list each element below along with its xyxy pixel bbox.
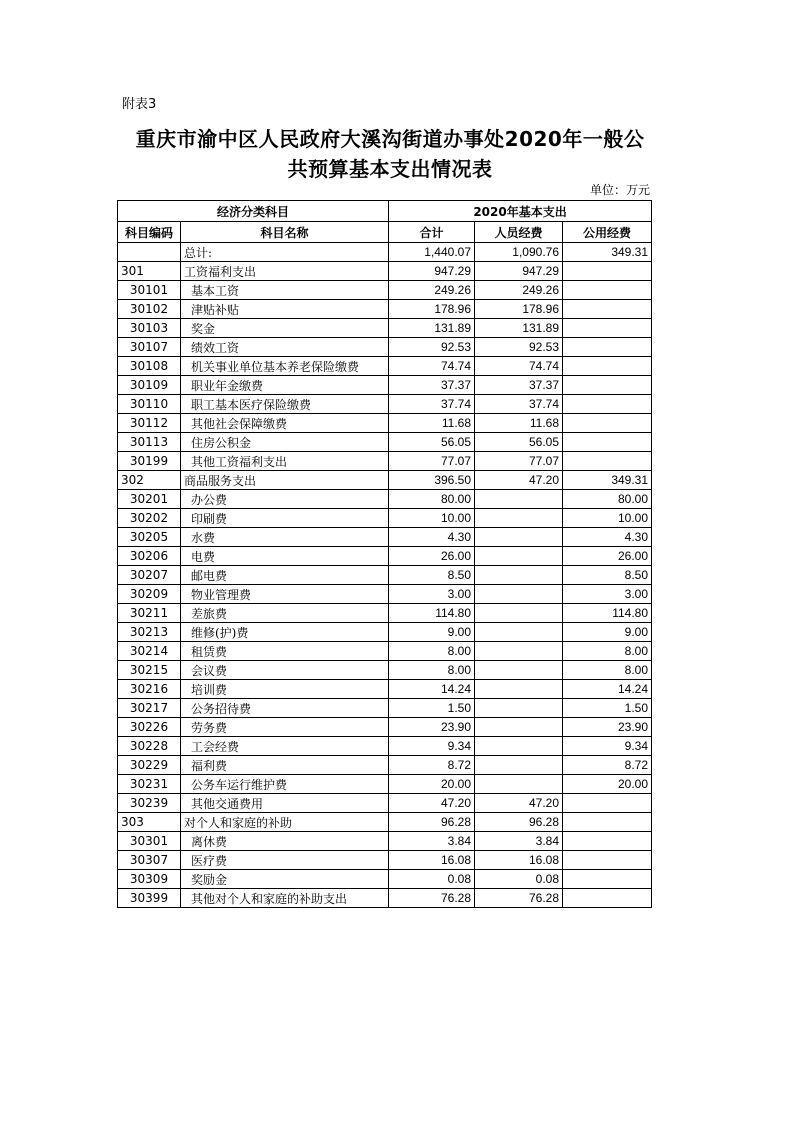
- row-name: 职业年金缴费: [181, 376, 389, 395]
- row-public: 23.90: [563, 718, 652, 737]
- annex-label: 附表3: [122, 97, 157, 112]
- row-public: 10.00: [563, 509, 652, 528]
- row-total: 3.84: [389, 832, 475, 851]
- row-personnel: [475, 547, 563, 566]
- row-name: 住房公积金: [181, 433, 389, 452]
- row-name: 商品服务支出: [181, 471, 389, 490]
- row-total: 23.90: [389, 718, 475, 737]
- row-total: 47.20: [389, 794, 475, 813]
- row-public: [563, 414, 652, 433]
- row-public: [563, 794, 652, 813]
- row-total: 3.00: [389, 585, 475, 604]
- header-public: 公用经费: [563, 222, 652, 243]
- row-total: 1,440.07: [389, 243, 475, 262]
- row-public: 8.50: [563, 566, 652, 585]
- row-code: 301: [118, 262, 181, 281]
- row-name: 租赁费: [181, 642, 389, 661]
- row-personnel: 56.05: [475, 433, 563, 452]
- row-total: 37.37: [389, 376, 475, 395]
- row-total: 92.53: [389, 338, 475, 357]
- row-name: 总计:: [181, 243, 389, 262]
- row-personnel: [475, 661, 563, 680]
- row-code: 30201: [118, 490, 181, 509]
- row-personnel: [475, 775, 563, 794]
- row-public: 14.24: [563, 680, 652, 699]
- header-row-group: [118, 201, 652, 222]
- row-total: 77.07: [389, 452, 475, 471]
- row-total: 11.68: [389, 414, 475, 433]
- row-public: [563, 262, 652, 281]
- row-name: 劳务费: [181, 718, 389, 737]
- table-row: [118, 395, 652, 414]
- row-name: 其他工资福利支出: [181, 452, 389, 471]
- row-code: 30109: [118, 376, 181, 395]
- row-name: 公务车运行维护费: [181, 775, 389, 794]
- table-row: [118, 661, 652, 680]
- row-code: 30229: [118, 756, 181, 775]
- row-public: 1.50: [563, 699, 652, 718]
- row-public: 4.30: [563, 528, 652, 547]
- row-personnel: 92.53: [475, 338, 563, 357]
- row-personnel: [475, 604, 563, 623]
- table-row: [118, 680, 652, 699]
- row-name: 办公费: [181, 490, 389, 509]
- row-name: 基本工资: [181, 281, 389, 300]
- row-personnel: [475, 756, 563, 775]
- row-personnel: 47.20: [475, 794, 563, 813]
- row-total: 4.30: [389, 528, 475, 547]
- row-total: 14.24: [389, 680, 475, 699]
- row-name: 机关事业单位基本养老保险缴费: [181, 357, 389, 376]
- row-total: 37.74: [389, 395, 475, 414]
- row-code: 30226: [118, 718, 181, 737]
- row-personnel: [475, 509, 563, 528]
- row-public: 9.00: [563, 623, 652, 642]
- row-total: 249.26: [389, 281, 475, 300]
- row-public: [563, 281, 652, 300]
- row-total: 9.34: [389, 737, 475, 756]
- table-row: [118, 623, 652, 642]
- row-name: 工会经费: [181, 737, 389, 756]
- table-row: [118, 718, 652, 737]
- row-code: 30399: [118, 889, 181, 908]
- row-code: 30215: [118, 661, 181, 680]
- row-personnel: 16.08: [475, 851, 563, 870]
- row-public: 80.00: [563, 490, 652, 509]
- row-public: [563, 832, 652, 851]
- row-code: 30202: [118, 509, 181, 528]
- row-total: 96.28: [389, 813, 475, 832]
- row-code: 30205: [118, 528, 181, 547]
- row-name: 绩效工资: [181, 338, 389, 357]
- row-total: 26.00: [389, 547, 475, 566]
- row-personnel: 77.07: [475, 452, 563, 471]
- table-row: [118, 452, 652, 471]
- row-total: 8.72: [389, 756, 475, 775]
- row-public: [563, 338, 652, 357]
- row-code: 30113: [118, 433, 181, 452]
- row-name: 津贴补贴: [181, 300, 389, 319]
- row-public: [563, 357, 652, 376]
- row-personnel: 947.29: [475, 262, 563, 281]
- row-public: [563, 433, 652, 452]
- row-personnel: 3.84: [475, 832, 563, 851]
- row-personnel: 1,090.76: [475, 243, 563, 262]
- row-name: 对个人和家庭的补助: [181, 813, 389, 832]
- row-personnel: [475, 566, 563, 585]
- row-public: 349.31: [563, 471, 652, 490]
- title-line-2: 共预算基本支出情况表: [287, 157, 493, 181]
- row-personnel: 11.68: [475, 414, 563, 433]
- table-row: [118, 699, 652, 718]
- row-name: 医疗费: [181, 851, 389, 870]
- row-public: 26.00: [563, 547, 652, 566]
- row-public: [563, 319, 652, 338]
- row-name: 会议费: [181, 661, 389, 680]
- row-name: 其他对个人和家庭的补助支出: [181, 889, 389, 908]
- header-economic-category: 经济分类科目: [118, 201, 389, 222]
- row-code: 30209: [118, 585, 181, 604]
- row-code: 303: [118, 813, 181, 832]
- row-name: 其他交通费用: [181, 794, 389, 813]
- unit-label: 单位：万元: [589, 183, 650, 197]
- table-row: [118, 243, 652, 262]
- row-personnel: 178.96: [475, 300, 563, 319]
- table-row: [118, 414, 652, 433]
- row-code: 30199: [118, 452, 181, 471]
- table-row: [118, 756, 652, 775]
- row-code: 30207: [118, 566, 181, 585]
- row-personnel: 47.20: [475, 471, 563, 490]
- table-body: [118, 243, 652, 908]
- table-row: [118, 471, 652, 490]
- row-public: [563, 300, 652, 319]
- table-row: [118, 528, 652, 547]
- row-name: 公务招待费: [181, 699, 389, 718]
- row-total: 56.05: [389, 433, 475, 452]
- row-name: 其他社会保障缴费: [181, 414, 389, 433]
- row-personnel: [475, 680, 563, 699]
- row-name: 水费: [181, 528, 389, 547]
- row-total: 8.50: [389, 566, 475, 585]
- row-public: 20.00: [563, 775, 652, 794]
- row-name: 物业管理费: [181, 585, 389, 604]
- row-public: 8.00: [563, 661, 652, 680]
- row-code: 30206: [118, 547, 181, 566]
- row-name: 邮电费: [181, 566, 389, 585]
- table-row: [118, 319, 652, 338]
- row-public: 114.80: [563, 604, 652, 623]
- row-personnel: 0.08: [475, 870, 563, 889]
- row-public: 8.00: [563, 642, 652, 661]
- table-row: [118, 547, 652, 566]
- row-public: [563, 813, 652, 832]
- row-personnel: 76.28: [475, 889, 563, 908]
- row-name: 印刷费: [181, 509, 389, 528]
- row-total: 16.08: [389, 851, 475, 870]
- row-total: 114.80: [389, 604, 475, 623]
- row-public: 3.00: [563, 585, 652, 604]
- table-row: [118, 300, 652, 319]
- row-public: 8.72: [563, 756, 652, 775]
- row-code: 30307: [118, 851, 181, 870]
- row-public: [563, 452, 652, 471]
- row-name: 工资福利支出: [181, 262, 389, 281]
- row-personnel: [475, 737, 563, 756]
- table-row: [118, 357, 652, 376]
- table-row: [118, 376, 652, 395]
- table-row: [118, 509, 652, 528]
- row-name: 差旅费: [181, 604, 389, 623]
- header-personnel: 人员经费: [475, 222, 563, 243]
- table-row: [118, 813, 652, 832]
- row-total: 8.00: [389, 642, 475, 661]
- row-code: 30214: [118, 642, 181, 661]
- row-code: 302: [118, 471, 181, 490]
- row-code: 30108: [118, 357, 181, 376]
- row-personnel: 74.74: [475, 357, 563, 376]
- table-row: [118, 832, 652, 851]
- row-personnel: [475, 642, 563, 661]
- row-personnel: [475, 718, 563, 737]
- row-code: 30228: [118, 737, 181, 756]
- table-row: [118, 262, 652, 281]
- row-code: 30239: [118, 794, 181, 813]
- row-code: 30211: [118, 604, 181, 623]
- row-total: 8.00: [389, 661, 475, 680]
- row-code: 30107: [118, 338, 181, 357]
- row-personnel: [475, 623, 563, 642]
- row-public: [563, 395, 652, 414]
- row-total: 947.29: [389, 262, 475, 281]
- row-personnel: 37.74: [475, 395, 563, 414]
- row-total: 131.89: [389, 319, 475, 338]
- row-total: 74.74: [389, 357, 475, 376]
- row-name: 福利费: [181, 756, 389, 775]
- header-code: 科目编码: [118, 222, 181, 243]
- table-row: [118, 851, 652, 870]
- row-total: 20.00: [389, 775, 475, 794]
- table-row: [118, 585, 652, 604]
- row-personnel: [475, 585, 563, 604]
- row-personnel: 249.26: [475, 281, 563, 300]
- row-code: 30112: [118, 414, 181, 433]
- header-total: 合计: [389, 222, 475, 243]
- row-public: [563, 376, 652, 395]
- row-code: 30309: [118, 870, 181, 889]
- table-row: [118, 433, 652, 452]
- row-personnel: 37.37: [475, 376, 563, 395]
- row-name: 奖励金: [181, 870, 389, 889]
- header-basic-expenditure: 2020年基本支出: [389, 201, 652, 222]
- table-row: [118, 737, 652, 756]
- table-row: [118, 889, 652, 908]
- title-line-1: 重庆市渝中区人民政府大溪沟街道办事处2020年一般公: [135, 127, 645, 151]
- table-row: [118, 794, 652, 813]
- row-name: 离休费: [181, 832, 389, 851]
- row-personnel: 131.89: [475, 319, 563, 338]
- row-code: 30231: [118, 775, 181, 794]
- row-code: 30301: [118, 832, 181, 851]
- row-public: [563, 851, 652, 870]
- row-code: 30216: [118, 680, 181, 699]
- row-total: 80.00: [389, 490, 475, 509]
- row-total: 396.50: [389, 471, 475, 490]
- row-code: 30103: [118, 319, 181, 338]
- row-name: 奖金: [181, 319, 389, 338]
- table-row: [118, 566, 652, 585]
- row-code: [118, 243, 181, 262]
- row-code: 30213: [118, 623, 181, 642]
- row-code: 30102: [118, 300, 181, 319]
- row-name: 培训费: [181, 680, 389, 699]
- table-row: [118, 604, 652, 623]
- header-row-columns: [118, 222, 652, 243]
- row-public: [563, 870, 652, 889]
- row-total: 0.08: [389, 870, 475, 889]
- row-personnel: 96.28: [475, 813, 563, 832]
- row-total: 10.00: [389, 509, 475, 528]
- row-total: 9.00: [389, 623, 475, 642]
- row-personnel: [475, 528, 563, 547]
- row-code: 30217: [118, 699, 181, 718]
- row-personnel: [475, 699, 563, 718]
- row-code: 30101: [118, 281, 181, 300]
- row-code: 30110: [118, 395, 181, 414]
- table-row: [118, 338, 652, 357]
- row-total: 1.50: [389, 699, 475, 718]
- row-total: 76.28: [389, 889, 475, 908]
- row-public: 9.34: [563, 737, 652, 756]
- table-row: [118, 490, 652, 509]
- row-public: 349.31: [563, 243, 652, 262]
- table-row: [118, 642, 652, 661]
- row-name: 职工基本医疗保险缴费: [181, 395, 389, 414]
- page-title: [110, 124, 670, 184]
- row-total: 178.96: [389, 300, 475, 319]
- row-name: 电费: [181, 547, 389, 566]
- budget-table: [117, 200, 652, 908]
- table-row: [118, 281, 652, 300]
- header-name: 科目名称: [181, 222, 389, 243]
- row-personnel: [475, 490, 563, 509]
- row-public: [563, 889, 652, 908]
- table-row: [118, 870, 652, 889]
- table-row: [118, 775, 652, 794]
- row-name: 维修(护)费: [181, 623, 389, 642]
